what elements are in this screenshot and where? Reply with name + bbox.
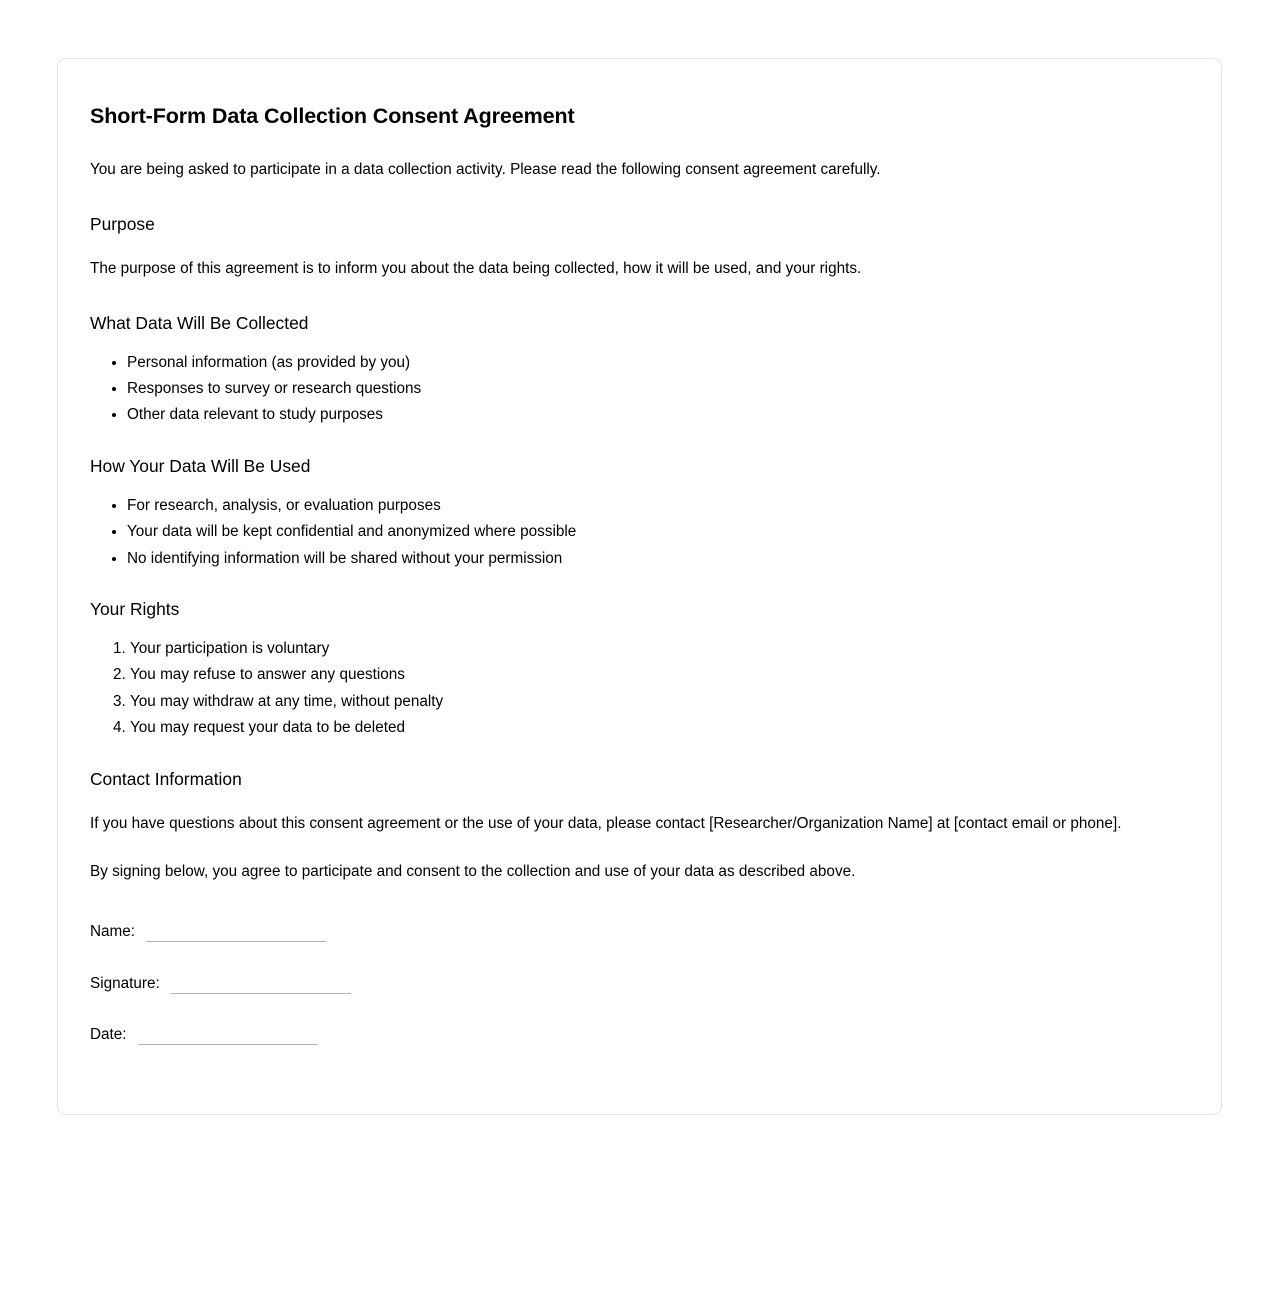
list-item: 2. You may refuse to answer any questions <box>130 665 1175 685</box>
section-heading-purpose: Purpose <box>90 213 155 234</box>
spacer <box>90 884 1175 921</box>
list-item: 3. You may withdraw at any time, without penalty <box>130 692 1175 712</box>
list-item: 4. You may request your data to be deleted <box>130 718 1175 738</box>
spacer <box>90 182 1175 213</box>
name-input-rule[interactable] <box>146 941 326 942</box>
spacer <box>90 836 1175 861</box>
purpose-paragraph: The purpose of this agreement is to inform you about the data being collected, how it will be used, and your rights. <box>90 260 862 278</box>
spacer <box>90 622 1175 639</box>
data-collected-list <box>90 353 1175 426</box>
list-item: • Your data will be kept confidential and anonymized where possible <box>127 522 1175 542</box>
date-field-label: Date: <box>90 1026 127 1044</box>
list-item: • Personal information (as provided by you) <box>127 353 1175 373</box>
intro-paragraph: You are being asked to participate in a data collection activity. Please read the following consent agreement carefully. <box>90 160 881 178</box>
document-body <box>90 103 1175 1046</box>
list-item: 1. Your participation is voluntary <box>130 639 1175 659</box>
spacer <box>90 479 1175 496</box>
spacer <box>90 568 1175 598</box>
list-item: • Other data relevant to study purposes <box>127 405 1175 425</box>
list-item: • For research, analysis, or evaluation purposes <box>127 496 1175 516</box>
spacer <box>90 236 1175 258</box>
spacer <box>90 130 1175 159</box>
contact-paragraph: If you have questions about this consent agreement or the use of your data, please contact [Researcher/Organization Name] at [contact email or phone]. <box>90 815 1122 833</box>
consent-statement-paragraph: By signing below, you agree to participate and consent to the collection and use of your data as described above. <box>90 863 856 881</box>
date-field-row <box>90 1024 1175 1045</box>
page-title: Short-Form Data Collection Consent Agreement <box>90 104 575 128</box>
data-use-list <box>90 496 1175 569</box>
signature-block <box>90 921 1175 1045</box>
signature-field-label: Signature: <box>90 974 160 992</box>
spacer <box>90 281 1175 312</box>
your-rights-list <box>90 639 1175 738</box>
section-heading-data-collected: What Data Will Be Collected <box>90 313 309 334</box>
spacer <box>90 738 1175 768</box>
name-field-label: Name: <box>90 923 136 941</box>
spacer <box>90 336 1175 353</box>
signature-input-rule[interactable] <box>171 993 351 994</box>
list-item: • Responses to survey or research questions <box>127 379 1175 399</box>
section-heading-your-rights: Your Rights <box>90 599 180 620</box>
signature-field-row <box>90 973 1175 994</box>
name-field-row <box>90 921 1175 942</box>
list-item: • No identifying information will be shared without your permission <box>127 549 1175 569</box>
spacer <box>90 425 1175 455</box>
section-heading-data-use: How Your Data Will Be Used <box>90 456 311 477</box>
date-input-rule[interactable] <box>138 1044 318 1045</box>
section-heading-contact-information: Contact Information <box>90 768 242 789</box>
consent-document-card <box>57 58 1222 1115</box>
spacer <box>90 791 1175 813</box>
